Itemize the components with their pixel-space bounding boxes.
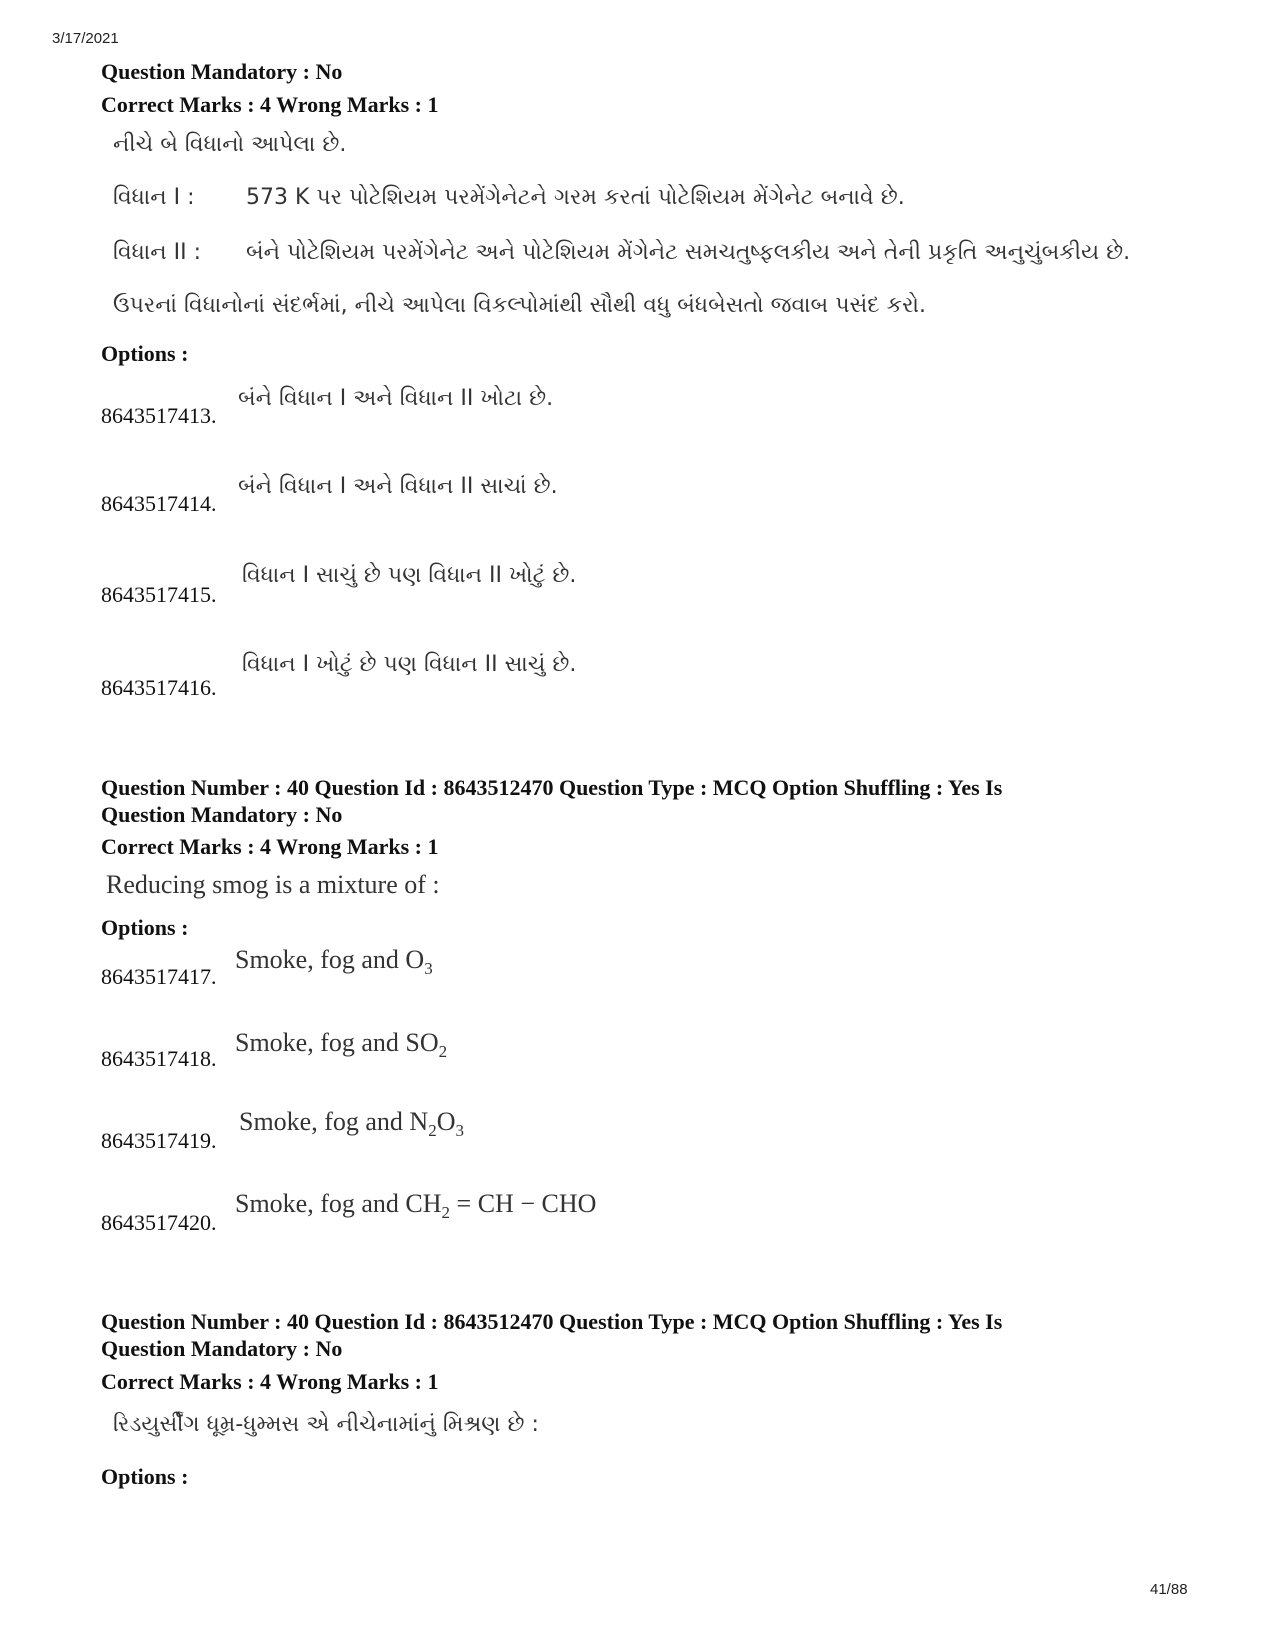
page-number: 41/88 (1150, 1581, 1188, 1598)
q1-mandatory: Question Mandatory : No (101, 59, 343, 84)
q2-option-text-3: Smoke, fog and $N_2O_3$ (239, 1107, 464, 1140)
q2-options-label: Options : (101, 915, 189, 940)
q1-statement-1 (113, 185, 905, 210)
q2-header-line-2: Question Mandatory : No (101, 802, 343, 827)
q1-marks: Correct Marks : 4 Wrong Marks : 1 (101, 92, 439, 117)
q1-option-text-1: બંને વિધાન I અને વિધાન II ખોટા છે. (238, 386, 554, 411)
q1-option-id-3: 8643517415. (101, 582, 217, 607)
q1-intro: નીચે બે વિધાનો આપેલા છે. (113, 132, 347, 157)
q2-option-text-2: Smoke, fog and $SO_2$ (235, 1028, 448, 1061)
q1-option-text-2: બંને વિધાન I અને વિધાન II સાચાં છે. (238, 474, 558, 499)
statement-2-label: વિધાન II : (113, 240, 202, 265)
q2-header-line-1: Question Number : 40 Question Id : 8643512470 Question Type : MCQ Option Shuffling : Yes Is (101, 775, 1003, 800)
q1-instruction: ઉપરનાં વિધાનોનાં સંદર્ભમાં, નીચે આપેલા વિકલ્પોમાંથી સૌથી વધુ બંધબેસતો જવાબ પસંદ કરો. (113, 293, 926, 318)
q1-option-text-4: વિધાન I ખોટું છે પણ વિધાન II સાચું છે. (242, 652, 577, 677)
q1-option-id-4: 8643517416. (101, 675, 217, 700)
q3-marks: Correct Marks : 4 Wrong Marks : 1 (101, 1369, 439, 1394)
q1-statement-2 (113, 240, 1130, 265)
q1-option-id-2: 8643517414. (101, 491, 217, 516)
q1-options-label: Options : (101, 341, 189, 366)
print-date: 3/17/2021 (52, 30, 119, 47)
q2-question: Reducing smog is a mixture of : (106, 870, 440, 899)
q3-options-label: Options : (101, 1464, 189, 1489)
statement-1-label: વિધાન I : (113, 185, 195, 210)
statement-1-text: 573 K પર પોટેશિયમ પરમેંગેનેટને ગરમ કરતાં પોટેશિયમ મેંગેનેટ બનાવે છે. (246, 185, 905, 210)
q3-header-line-1: Question Number : 40 Question Id : 8643512470 Question Type : MCQ Option Shuffling : Yes Is (101, 1309, 1003, 1334)
q1-option-id-1: 8643517413. (101, 403, 217, 428)
q3-question: રિડયુર્સીંગ ધૂમ્ર-ધુમ્મસ એ નીચેનામાંનું મિશ્રણ છે : (113, 1412, 539, 1437)
q2-option-text-4: Smoke, fog and $CH_2$ = CH − CHO (235, 1189, 597, 1222)
q2-option-id-1: 8643517417. (101, 964, 217, 989)
q2-marks: Correct Marks : 4 Wrong Marks : 1 (101, 834, 439, 859)
q2-option-id-4: 8643517420. (101, 1210, 217, 1235)
q3-header-line-2: Question Mandatory : No (101, 1336, 343, 1361)
q2-option-text-1: Smoke, fog and $O_3$ (235, 945, 433, 978)
statement-2-text: બંને પોટેશિયમ પરમેંગેનેટ અને પોટેશિયમ મેંગેનેટ સમચતુષ્ફલકીય અને તેની પ્રકૃતિ અનુચુંબકીય છે. (246, 240, 1131, 265)
q2-option-id-2: 8643517418. (101, 1046, 217, 1071)
q1-option-text-3: વિધાન I સાચું છે પણ વિધાન II ખોટું છે. (242, 563, 577, 588)
q2-option-id-3: 8643517419. (101, 1128, 217, 1153)
